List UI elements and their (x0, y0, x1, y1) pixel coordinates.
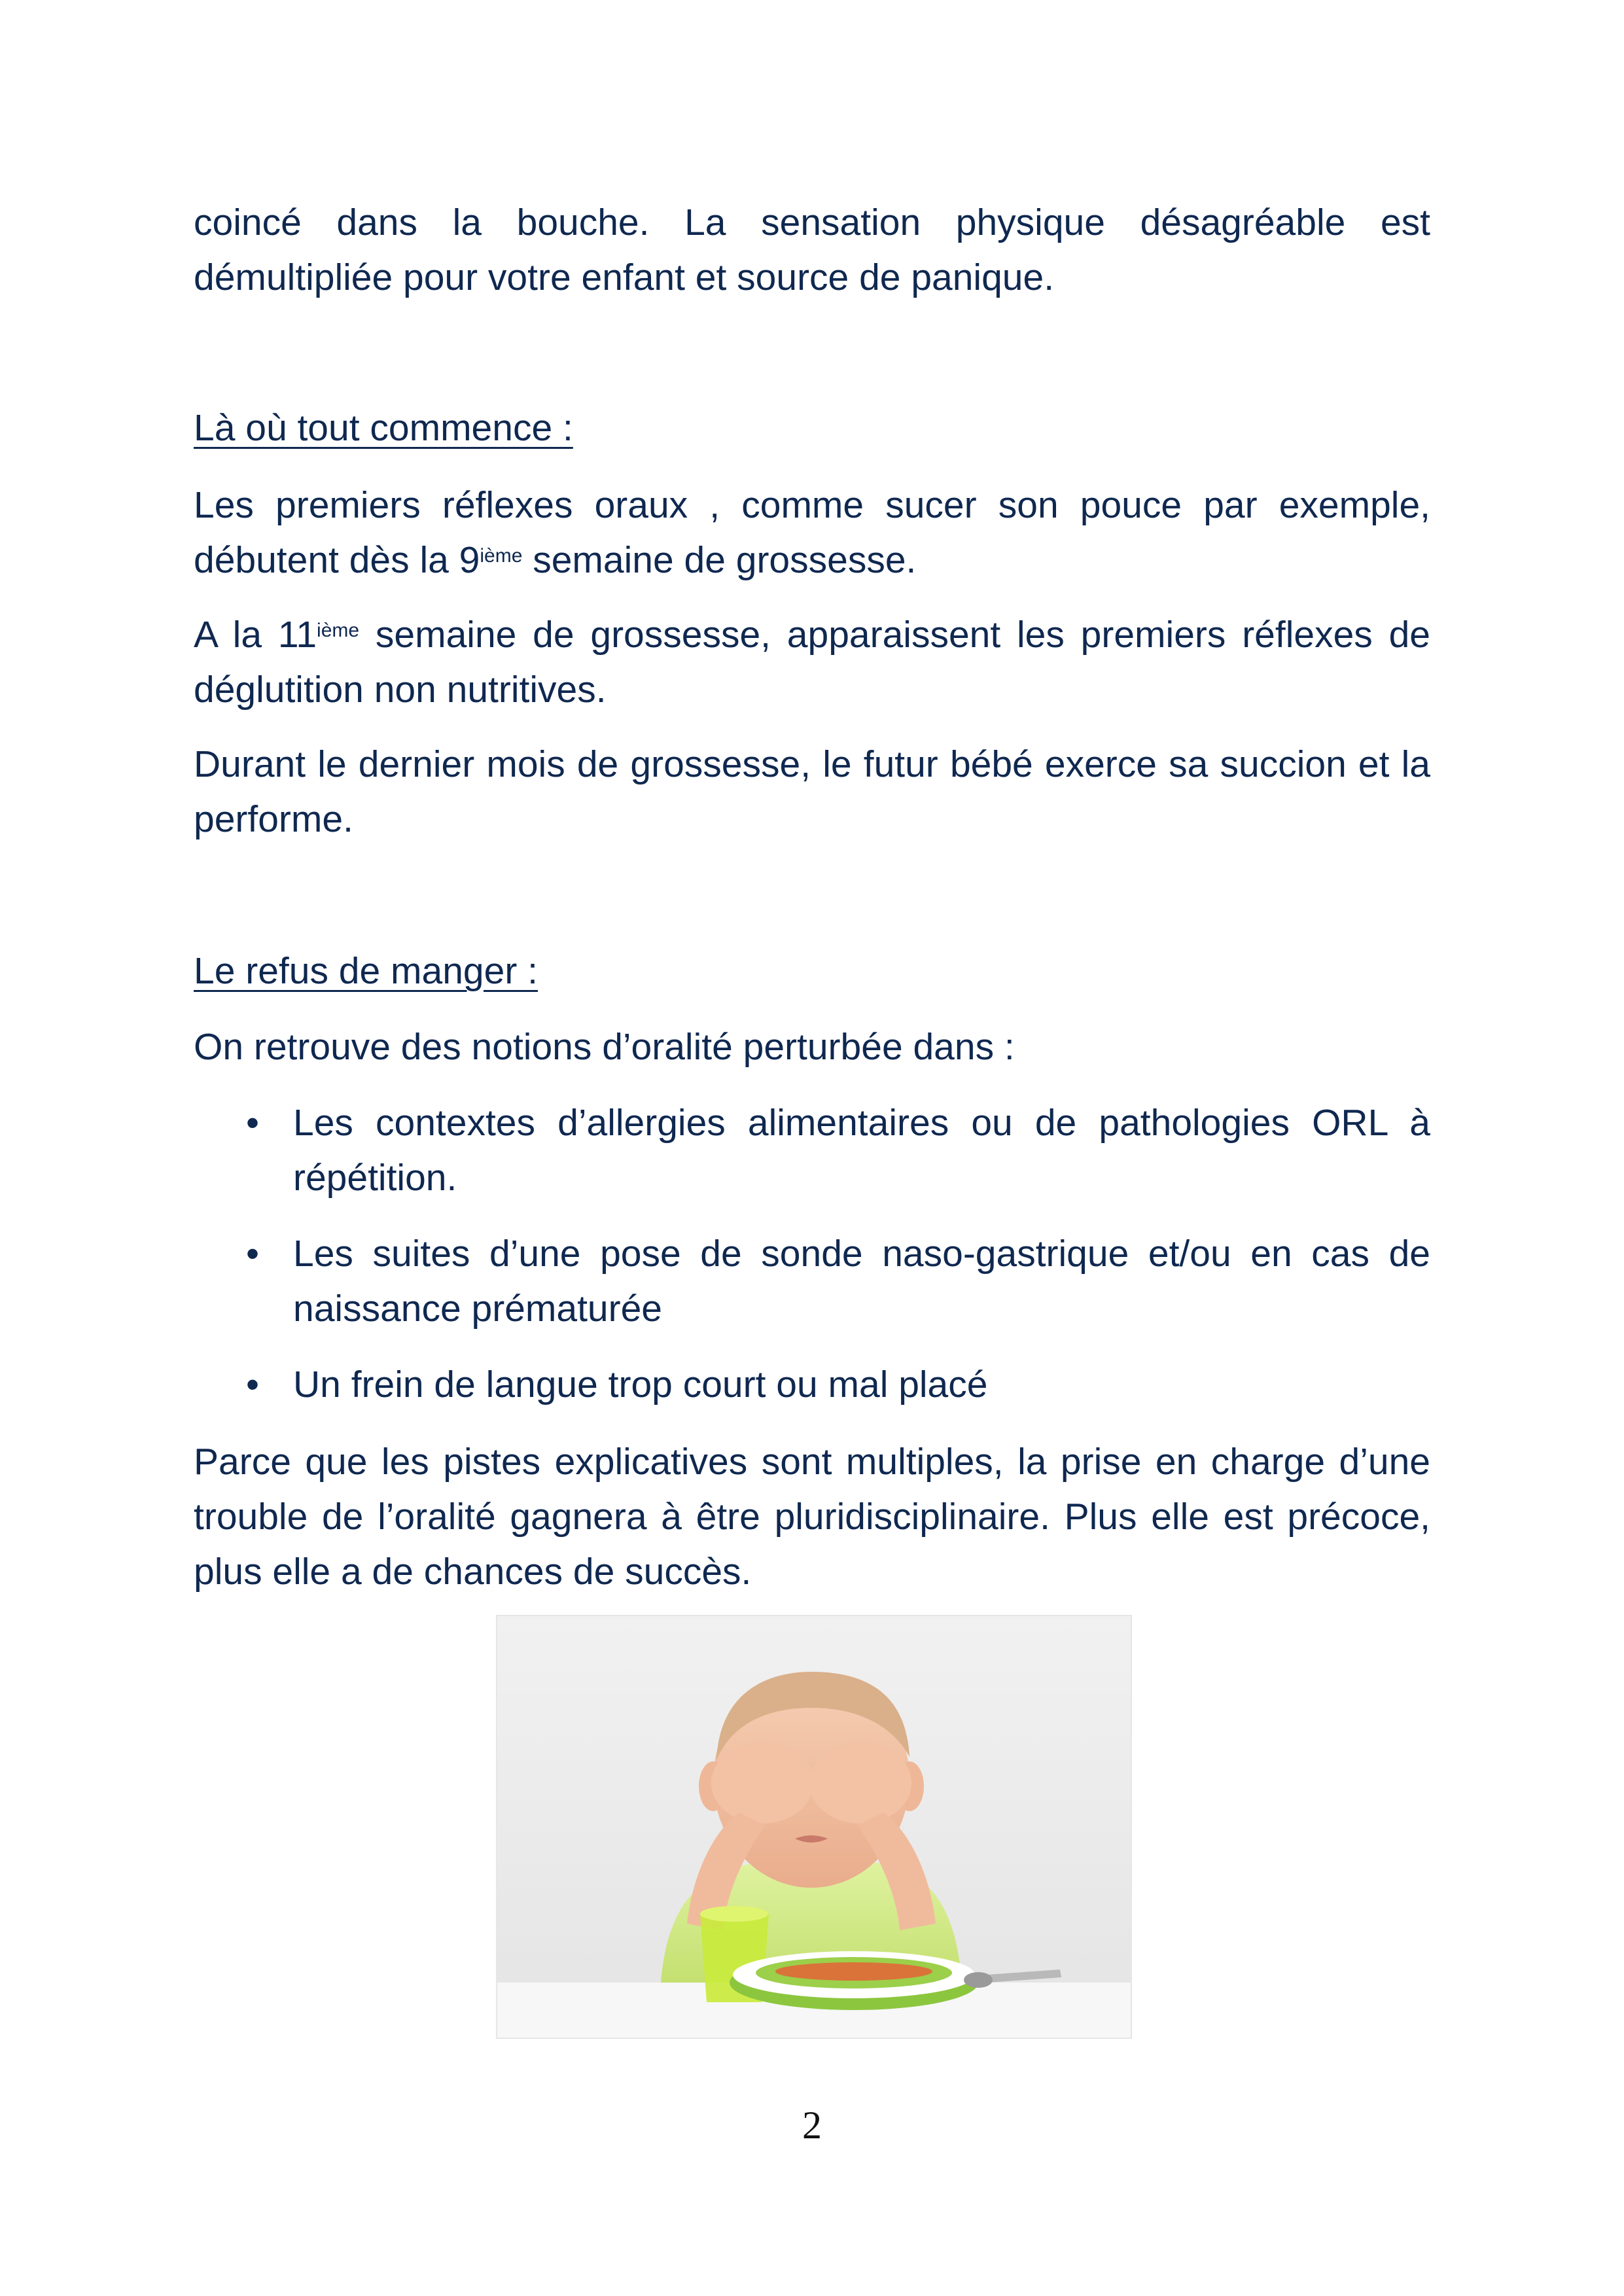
section-heading-refusal: Le refus de manger : (194, 950, 538, 992)
list-item (194, 1095, 1430, 1205)
child-refusing-food-photo (496, 1615, 1132, 2039)
paragraph-oral-reflexes (194, 478, 1430, 588)
list-item (194, 1357, 1430, 1412)
text: A la 11 (194, 614, 317, 656)
intro-paragraph (194, 195, 1430, 305)
section-beginning-body (194, 478, 1430, 847)
conclusion-paragraph (194, 1434, 1430, 1599)
paragraph-last-month: Durant le dernier mois de grossesse, le futur bébé exerce sa succion et la performe. (194, 743, 1430, 840)
photo-illustration (497, 1616, 1132, 2039)
bullet-icon: • (246, 1102, 259, 1144)
paragraph-swallowing (194, 607, 1430, 717)
text: semaine de grossesse, apparaissent les premiers réflexes de déglutition non nutritives. (194, 614, 1430, 711)
section-heading-beginning: Là où tout commence : (194, 407, 573, 449)
list-item-text: Les contextes d’allergies alimentaires ou de pathologies ORL à répétition. (293, 1102, 1430, 1199)
bullet-list (194, 1095, 1430, 1433)
refusal-intro (194, 1019, 1430, 1074)
list-item-text: Les suites d’une pose de sonde naso-gastrique et/ou en cas de naissance prématurée (293, 1233, 1430, 1330)
intro-text: coincé dans la bouche. La sensation physique désagréable est démultipliée pour votre enfant et source de panique. (194, 202, 1430, 298)
superscript: ième (480, 545, 523, 567)
bullet-icon: • (246, 1364, 259, 1405)
refusal-intro-text: On retrouve des notions d’oralité perturbée dans : (194, 1026, 1015, 1068)
text: semaine de grossesse. (522, 539, 917, 581)
conclusion-text: Parce que les pistes explicatives sont multiples, la prise en charge d’une trouble de l’oralité gagnera à être pluridisciplinaire. Plus elle est précoce, plus elle a de chances de succès. (194, 1441, 1430, 1593)
list-item-text: Un frein de langue trop court ou mal placé (293, 1364, 988, 1405)
bullet-icon: • (246, 1233, 259, 1275)
list-item (194, 1226, 1430, 1336)
page-number: 2 (802, 2104, 822, 2147)
text: Les premiers réflexes oraux , comme sucer son pouce par exemple, débutent dès la 9 (194, 484, 1430, 581)
superscript: ième (317, 620, 360, 641)
